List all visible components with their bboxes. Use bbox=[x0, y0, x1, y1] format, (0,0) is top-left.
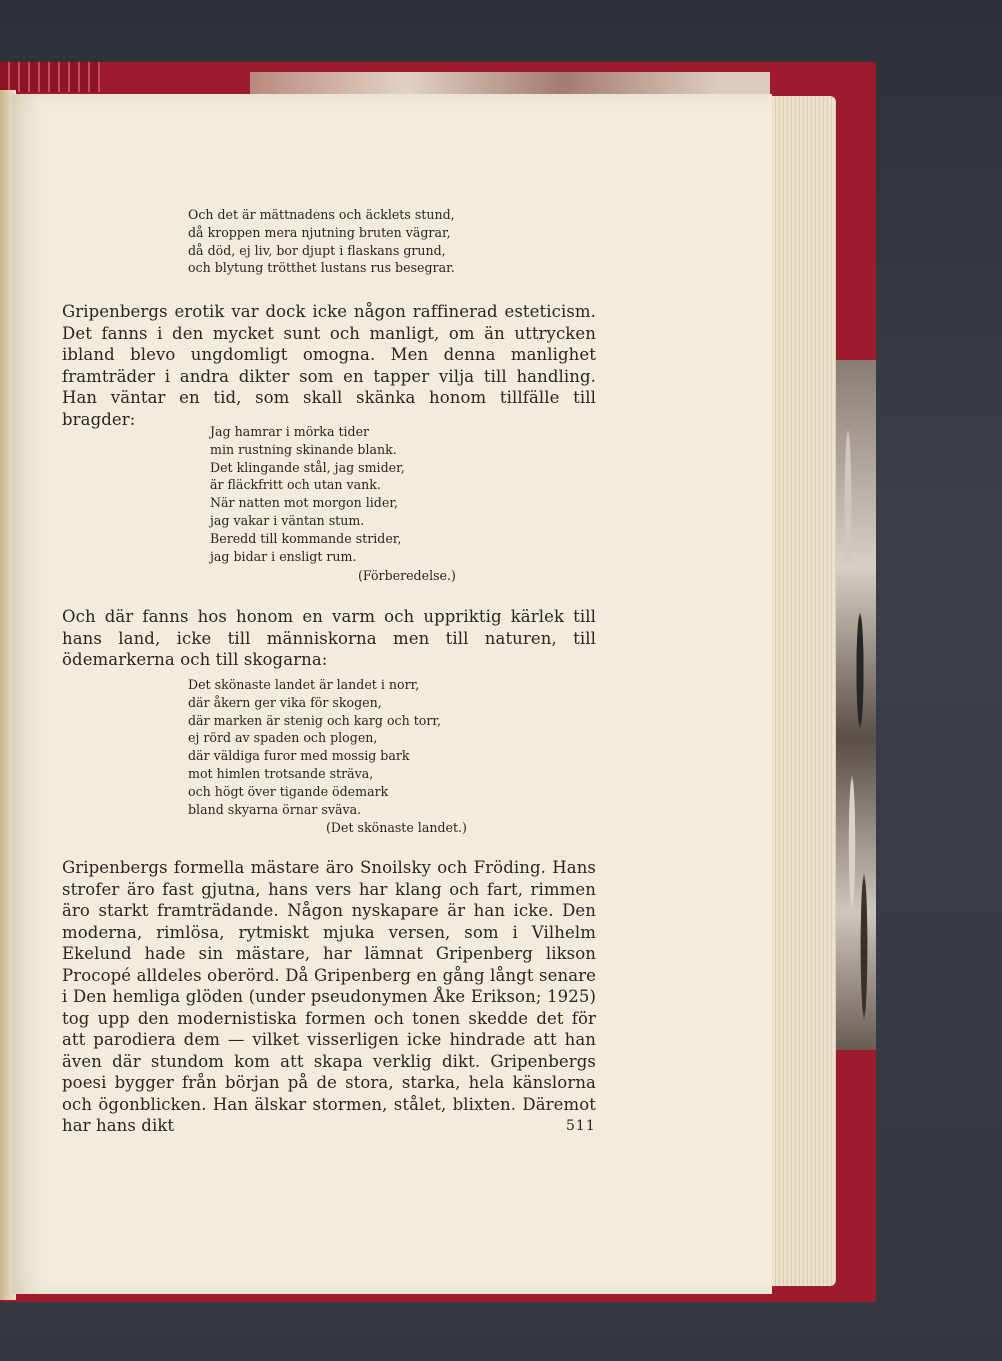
verse-line: Jag hamrar i mörka tider bbox=[210, 424, 370, 439]
verse-excerpt-2 bbox=[210, 423, 405, 565]
verse-line: ej rörd av spaden och plogen, bbox=[188, 730, 378, 746]
page-number: 511 bbox=[566, 1118, 596, 1134]
verse-excerpt-1 bbox=[188, 206, 455, 277]
verse-line: Och det är mättnadens och äcklets stund, bbox=[188, 207, 455, 222]
verse-line: jag bidar i ensligt rum. bbox=[210, 548, 357, 564]
verse-line: är fläckfritt och utan vank. bbox=[210, 477, 381, 493]
verse-line: där väldiga furor med mossig bark bbox=[188, 748, 410, 764]
verse-excerpt-3 bbox=[188, 676, 441, 818]
paragraph-3: Gripenbergs formella mästare äro Snoilsky och Fröding. Hans strofer äro fast gjutna, hans vers har klang och fart, rimmen äro starkt framträdande. Någon nyskapare är han icke. Den moderna, rimlösa, rytmiskt mjuka versen, som i Vilhelm Ekelund hade sin mästare, har lämnat Gripenberg likson Procopé alldeles oberörd. Då Gripenberg en gång långt senare i Den hemliga glöden (under pseudonymen Åke Erikson; 1925) tog upp den modernistiska formen och tonen skedde det för att parodiera dem — vilket visserligen icke hindrade att han även där stundom kom att skapa verklig dikt. Gripenbergs poesi bygger från början på de stora, starka, hela känslorna och ögonblicken. Han älskar stormen, stålet, blixten. Däremot har hans dikt bbox=[62, 858, 596, 1135]
verse-line: Det skönaste landet är landet i norr, bbox=[188, 677, 420, 692]
book-spine-edge bbox=[0, 62, 100, 92]
verse-line: och högt över tigande ödemark bbox=[188, 783, 389, 799]
verse-line: där åkern ger vika för skogen, bbox=[188, 694, 382, 710]
paragraph-2: Och där fanns hos honom en varm och uppriktig kärlek till hans land, icke till människorna men till naturen, till ödemarkerna och till skogarna: bbox=[62, 607, 596, 669]
verse-line: Det klingande stål, jag smider, bbox=[210, 459, 405, 475]
verse-line: då död, ej liv, bor djupt i flaskans grund, bbox=[188, 242, 446, 258]
verse-attribution-1: (Förberedelse.) bbox=[358, 568, 456, 583]
verse-attribution-2: (Det skönaste landet.) bbox=[326, 820, 467, 835]
verse-line: bland skyarna örnar sväva. bbox=[188, 801, 362, 817]
verse-line: När natten mot morgon lider, bbox=[210, 495, 398, 511]
verse-line: och blytung trötthet lustans rus besegrar. bbox=[188, 260, 455, 276]
verse-line: jag vakar i väntan stum. bbox=[210, 512, 365, 528]
paragraph-1: Gripenbergs erotik var dock icke någon raffinerad esteticism. Det fanns i den mycket sunt och manligt, om än uttrycken ibland blevo ungdomligt omogna. Men denna manlighet framträder i andra dikter som en tapper vilja till handling. Han väntar en tid, som skall skänka honom tillfälle till bragder: bbox=[62, 302, 596, 429]
verse-line: mot himlen trotsande sträva, bbox=[188, 765, 374, 781]
verse-line: där marken är stenig och karg och torr, bbox=[188, 712, 441, 728]
marbled-edge-side bbox=[836, 360, 876, 1050]
verse-line: då kroppen mera njutning bruten vägrar, bbox=[188, 224, 451, 240]
verse-line: Beredd till kommande strider, bbox=[210, 530, 402, 546]
verse-line: min rustning skinande blank. bbox=[210, 441, 397, 457]
